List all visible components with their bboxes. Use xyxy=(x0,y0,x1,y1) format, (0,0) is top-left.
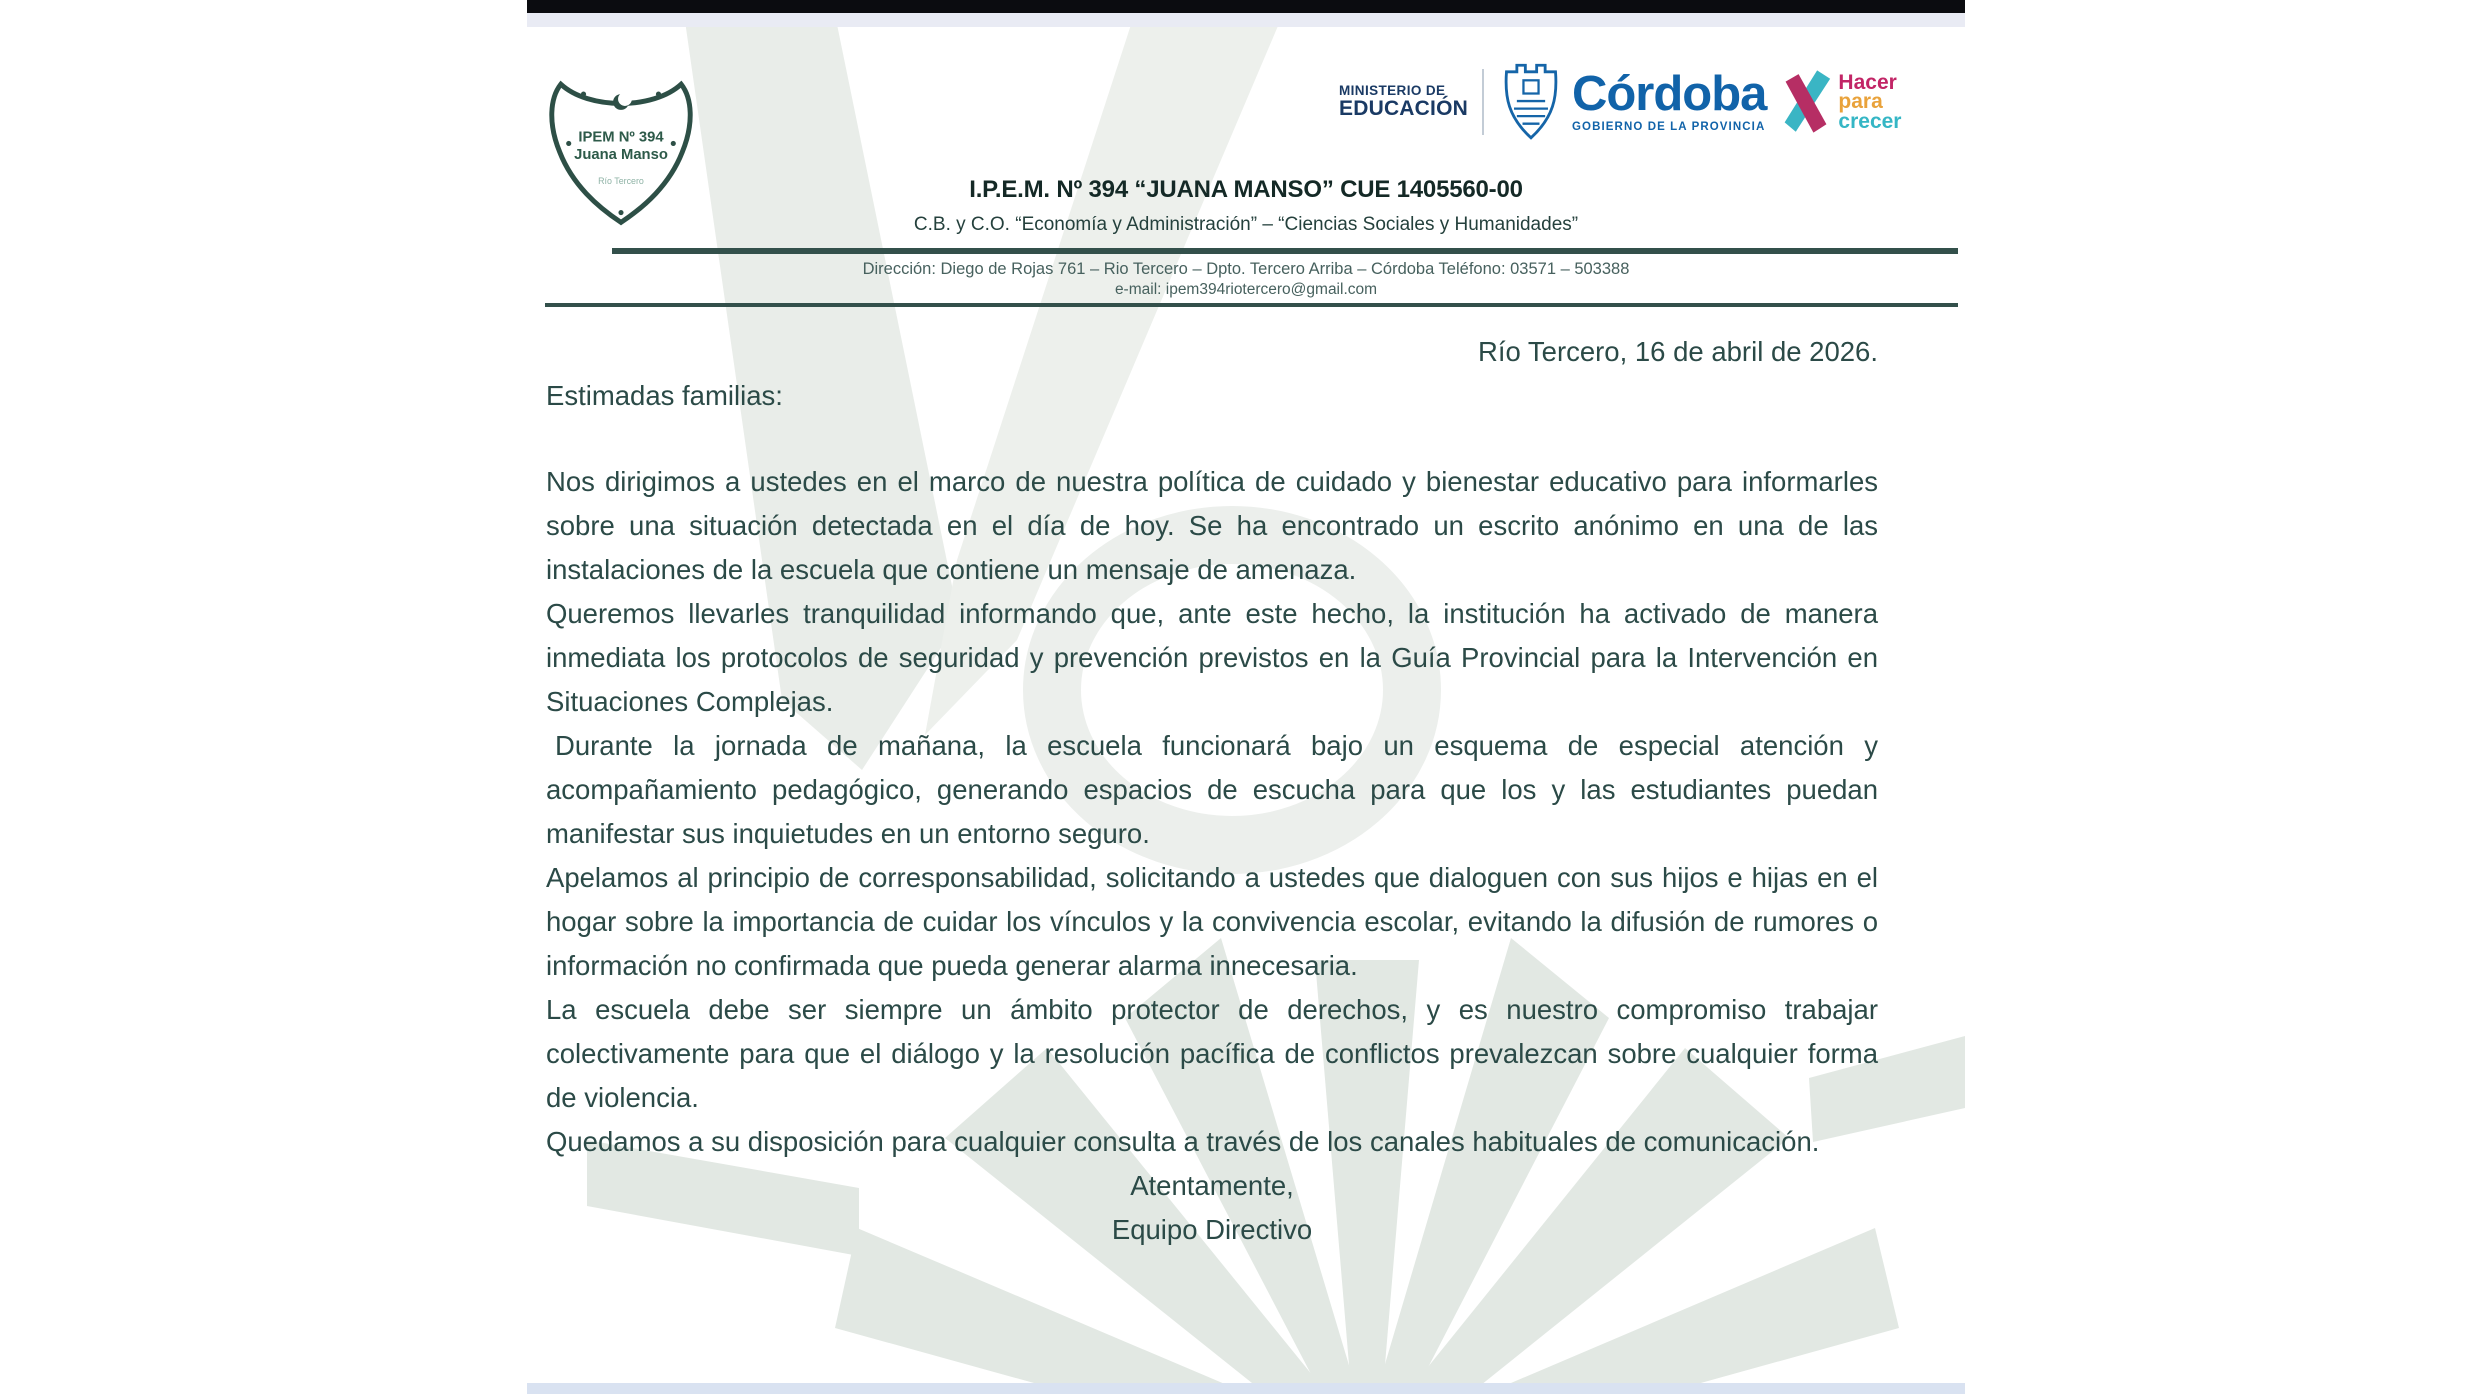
letter-page xyxy=(527,0,1965,1394)
school-title: I.P.E.M. Nº 394 “JUANA MANSO” CUE 1405560-00 xyxy=(969,176,1523,203)
cordoba-crest-icon xyxy=(1498,58,1564,146)
letter-paragraph-5: La escuela debe ser siempre un ámbito protector de derechos, y es nuestro compromiso trabajar colectivamente para que el diálogo y la resolución pacífica de conflictos prevalezcan sobre cualquier forma de violencia. xyxy=(546,994,1878,1113)
letter-paragraph-3: Durante la jornada de mañana, la escuela funcionará bajo un esquema de especial atención y acompañamiento pedagógico, generando espacios de escucha para que los y las estudiantes puedan manifestar sus inquietudes en un entorno seguro. xyxy=(546,730,1878,849)
salutation: Estimadas familias: xyxy=(546,380,783,411)
crest-school-name: Juana Manso xyxy=(574,147,668,164)
crest-school-number: IPEM Nº 394 xyxy=(578,129,664,146)
letter-body xyxy=(546,330,1878,1252)
ministry-line1: MINISTERIO DE xyxy=(1339,82,1446,98)
signature: Equipo Directivo xyxy=(1111,1214,1313,1245)
crest-city: Río Tercero xyxy=(598,175,644,186)
letter-paragraph-2: Queremos llevarles tranquilidad informando que, ante este hecho, la institución ha activado de manera inmediata los protocolos de seguridad y prevención previstos en la Guía Provincial para la Intervención en Situaciones Complejas. xyxy=(546,598,1878,717)
school-subtitle: C.B. y C.O. “Economía y Administración” – “Ciencias Sociales y Humanidades” xyxy=(913,214,1579,235)
spacer xyxy=(546,418,1878,460)
ministry-of-education-logo xyxy=(1339,84,1468,120)
hacer-word-1: Hacer xyxy=(1838,71,1897,95)
letter-paragraph-1: Nos dirigimos a ustedes en el marco de nuestra política de cuidado y bienestar educativo para informarles sobre una situación detectada en el día de hoy. Se ha encontrado un escrito anónimo en una de las instalaciones de la escuela que contiene un mensaje de amenaza. xyxy=(546,466,1878,585)
letter-paragraph-4: Apelamos al principio de corresponsabilidad, solicitando a ustedes que dialoguen con sus hijos e hijas en el hogar sobre la importancia de cuidar los vínculos y la convivencia escolar, evitando la difusión de rumores o información no confirmada que pueda generar alarma innecesaria. xyxy=(546,862,1878,981)
date-line: Río Tercero, 16 de abril de 2026. xyxy=(1477,336,1878,367)
cordoba-wordmark: Córdoba xyxy=(1571,67,1767,122)
hacer-para-crecer-logo xyxy=(1780,66,1901,138)
school-address: Dirección: Diego de Rojas 761 – Rio Tercero – Dpto. Tercero Arriba – Córdoba Teléfono: 03571 – 503388 xyxy=(862,260,1630,278)
hacer-x-icon xyxy=(1780,66,1832,138)
ministry-line2: EDUCACIÓN xyxy=(1339,97,1468,121)
logo-divider xyxy=(1482,69,1484,135)
header-rule-bottom xyxy=(545,303,1958,307)
school-crest-logo xyxy=(547,46,695,232)
header-rule-top xyxy=(612,248,1958,254)
hacer-wordmark xyxy=(1838,73,1901,131)
cordoba-subtitle: GOBIERNO DE LA PROVINCIA xyxy=(1571,121,1766,134)
government-logos xyxy=(1339,52,1901,152)
hacer-word-3: crecer xyxy=(1838,109,1902,133)
hacer-word-2: para xyxy=(1838,90,1883,114)
letter-paragraph-6: Quedamos a su disposición para cualquier consulta a través de los canales habituales de comunicación. xyxy=(546,1126,1820,1157)
closing: Atentamente, xyxy=(1130,1170,1294,1201)
school-email: e-mail: ipem394riotercero@gmail.com xyxy=(1114,281,1378,298)
cordoba-government-logo xyxy=(1498,58,1766,146)
